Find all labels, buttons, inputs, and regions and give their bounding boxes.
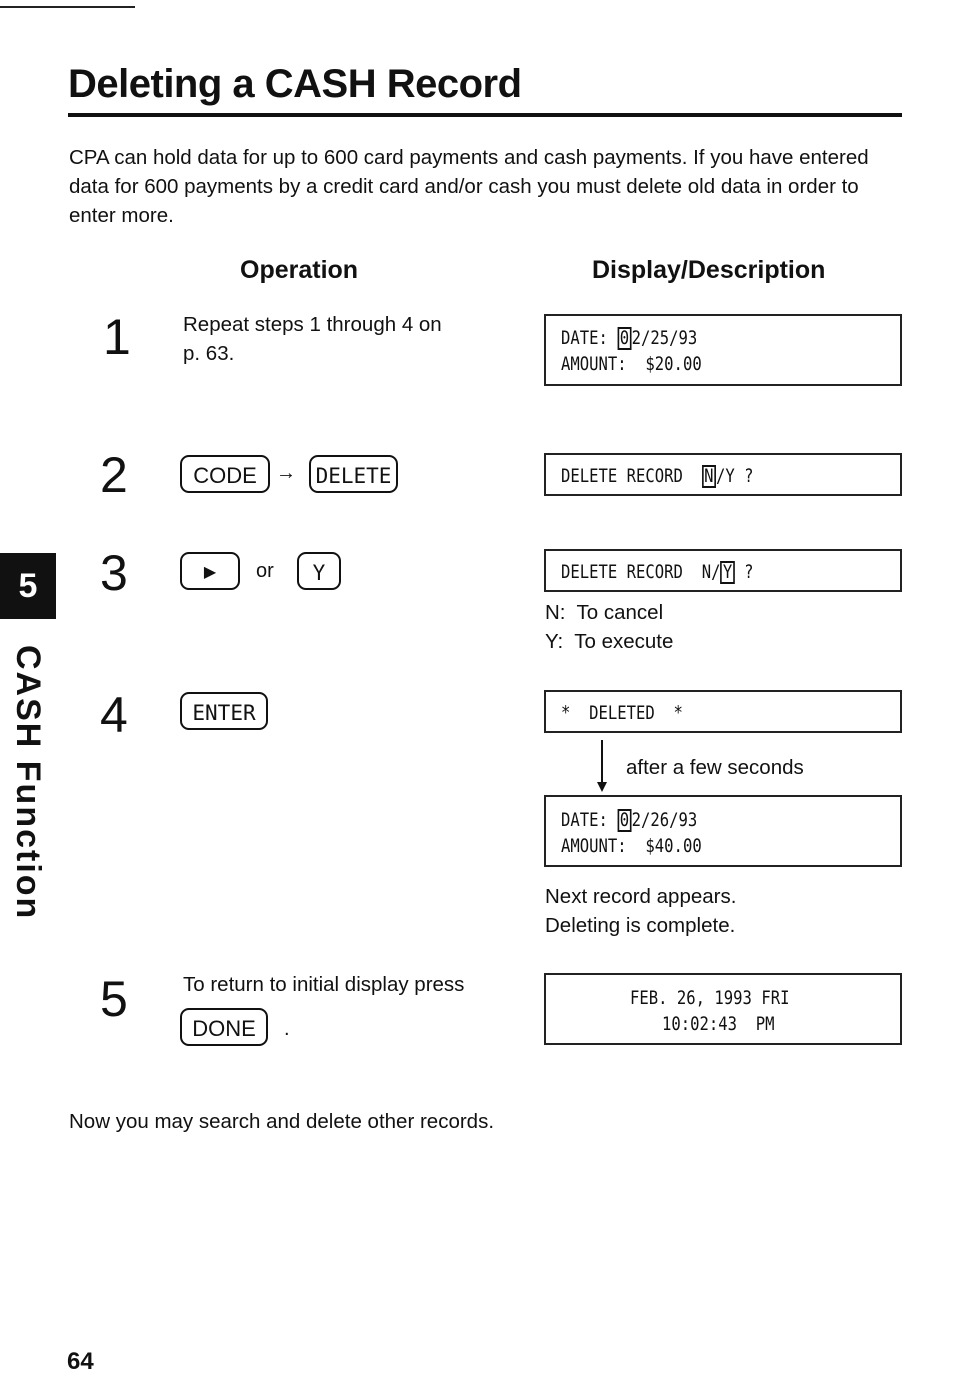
after-seconds-text: after a few seconds (626, 756, 804, 779)
enter-key[interactable]: ENTER (180, 692, 268, 730)
right-arrow-key[interactable]: ▶ (180, 552, 240, 590)
footer-text: Now you may search and delete other records. (69, 1110, 495, 1133)
lcd-display-4 (544, 690, 902, 733)
cursor-block: Y (720, 561, 734, 584)
step-number-2: 2 (100, 447, 128, 503)
lcd-display-2 (544, 453, 902, 496)
lcd-display-3 (544, 549, 902, 592)
chapter-tab: 5 (0, 553, 56, 619)
step-number-4: 4 (100, 687, 128, 743)
step-1-text: Repeat steps 1 through 4 on p. 63. (183, 313, 442, 365)
intro-paragraph: CPA can hold data for up to 600 card payments and cash payments. If you have entered data for 600 payments by a credit card and/or cash you must delete old data in order to enter more. (69, 146, 869, 227)
step-5-period: . (284, 1018, 290, 1040)
cursor-block: N (702, 465, 716, 488)
header-rule (0, 6, 135, 8)
lcd-6-line-2: 10:02:43 PM (662, 1013, 775, 1035)
lcd-display-5 (544, 795, 902, 867)
done-key[interactable]: DONE (180, 1008, 268, 1046)
step-number-3: 3 (100, 545, 128, 601)
chapter-label: CASH Function (9, 645, 47, 921)
arrow-down-icon (594, 740, 610, 792)
step-number-1: 1 (103, 309, 131, 365)
delete-key[interactable]: DELETE (309, 455, 398, 493)
code-key[interactable]: CODE (180, 455, 270, 493)
lcd-display-6 (544, 973, 902, 1045)
cursor-block: 0 (617, 809, 631, 832)
step-4-description: Next record appears. Deleting is complete. (545, 885, 737, 937)
display-heading: Display/Description (592, 256, 826, 284)
lcd-display-1 (544, 314, 902, 386)
arrow-right-icon: → (276, 462, 296, 484)
step-5-text: To return to initial display press (183, 973, 465, 996)
lcd-5-line-1: DATE: 0 2/26/93 (561, 809, 698, 831)
lcd-2-line-1: DELETE RECORD N /Y ? (561, 465, 754, 487)
title-underline (68, 113, 902, 117)
lcd-4-line-1: * DELETED * (561, 702, 683, 724)
lcd-1-line-2: AMOUNT: $20.00 (561, 353, 702, 375)
lcd-3-line-1: DELETE RECORD N/ Y ? (561, 561, 754, 583)
lcd-6-line-1: FEB. 26, 1993 FRI (630, 987, 790, 1009)
or-text: or (256, 560, 274, 582)
page-title: Deleting a CASH Record (68, 62, 522, 106)
lcd-1-line-1: DATE: 0 2/25/93 (561, 327, 698, 349)
page-number: 64 (67, 1348, 94, 1375)
lcd-5-line-2: AMOUNT: $40.00 (561, 835, 702, 857)
step-number-5: 5 (100, 971, 128, 1027)
y-key[interactable]: Y (297, 552, 341, 590)
operation-heading: Operation (240, 256, 359, 284)
step-3-description: N: To cancel Y: To execute (545, 601, 674, 653)
cursor-block: 0 (617, 327, 631, 350)
